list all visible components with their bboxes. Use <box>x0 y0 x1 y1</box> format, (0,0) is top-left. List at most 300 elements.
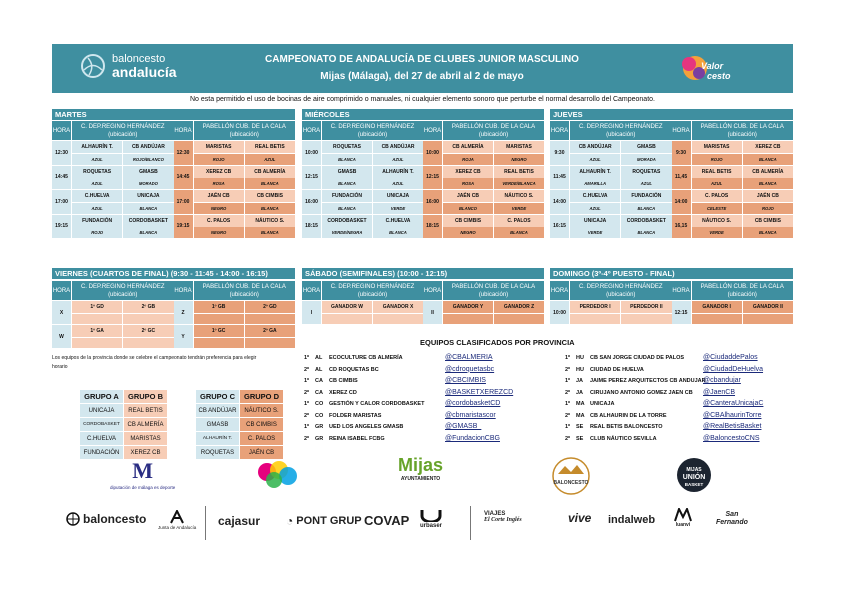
team-cell: ROQUETAS <box>322 141 372 153</box>
province-club: CB CIMBIS <box>329 378 358 384</box>
day-header: MIÉRCOLES <box>302 109 544 120</box>
venue1-header: C. DEP.REGINO HERNÁNDEZ (ubicación) <box>322 281 423 300</box>
province-pos: 1º <box>565 401 571 407</box>
province-prov: SE <box>576 435 584 442</box>
team-cell: REAL BETIS <box>692 166 742 178</box>
match-code: Y <box>174 325 193 348</box>
baloncesto-label: baloncesto <box>83 512 147 526</box>
kit-color: BLANCA <box>322 178 372 189</box>
province-prov: HU <box>576 355 584 361</box>
blank-cell <box>692 314 742 325</box>
logo-line1: baloncesto <box>112 52 166 65</box>
team-cell: MARISTAS <box>494 141 544 153</box>
province-club: CB ALHAURIN DE LA TORRE <box>590 412 667 419</box>
group-team: FUNDACIÓN <box>80 446 123 459</box>
hora-header: HORA <box>423 121 442 140</box>
twitter-link[interactable]: @cbmaristascor <box>445 411 496 419</box>
province-pos: 2º <box>565 435 571 442</box>
match-code: II <box>423 301 442 324</box>
match-time: 11,45 <box>672 166 691 190</box>
province-row <box>565 390 693 396</box>
round-header: VIERNES (CUARTOS DE FINAL) (9:30 - 11:45 - 14:00 - 16:15) <box>52 268 295 279</box>
province-row <box>304 424 403 430</box>
kit-color: NEGRO <box>194 227 244 238</box>
kit-color: AZUL <box>692 178 742 189</box>
twitter-link[interactable]: @BaloncestoCNS <box>703 434 760 442</box>
team-cell: CB ALMERÍA <box>743 166 793 178</box>
venue1-header: C. DEP.REGINO HERNÁNDEZ (ubicación) <box>570 281 672 300</box>
kit-color: BLANCA <box>621 227 671 238</box>
province-row <box>565 401 614 407</box>
province-club: CIUDAD DE HUELVA <box>590 366 644 373</box>
kit-color: BLANCA <box>245 227 295 238</box>
team-cell: JAÉN CB <box>194 190 244 202</box>
title-line1: CAMPEONATO DE ANDALUCÍA DE CLUBES JUNIOR MASCULINO <box>265 54 579 65</box>
match-time: 14:45 <box>174 166 193 190</box>
luanvi-icon <box>674 508 692 522</box>
san-fernando-logo <box>716 511 746 527</box>
group-team: ALHAURÍN T. <box>196 432 239 445</box>
kit-color: VERDE <box>494 203 544 214</box>
twitter-link[interactable]: @BASKETXEREZCD <box>445 388 514 396</box>
group-team: XEREZ CB <box>124 446 167 459</box>
twitter-link[interactable]: @CBALMERIA <box>445 354 493 361</box>
diputacion-label: diputación de málaga es deporte <box>110 485 176 490</box>
province-club: REAL BETIS BALONCESTO <box>590 424 663 430</box>
match-time: 12:30 <box>174 141 193 165</box>
team-cell: JAÉN CB <box>743 190 793 202</box>
pontgrup-label: PONT GRUP <box>296 515 362 527</box>
venue2-header: PABELLÓN CUB. DE LA CALA (ubicación) <box>443 121 544 140</box>
kit-color: MORADO <box>123 178 173 189</box>
twitter-link[interactable]: @CBCIMBIS <box>445 377 486 384</box>
kit-color: AZUL <box>245 154 295 165</box>
match-time: 18:15 <box>423 215 442 239</box>
twitter-link[interactable]: @CanteraUnicajaC <box>703 400 764 407</box>
hora-header: HORA <box>672 281 691 300</box>
svg-text:UNIÓN: UNIÓN <box>682 474 706 481</box>
kit-color: BLANCA <box>322 203 372 214</box>
kit-color: ROJO <box>72 227 122 238</box>
team-cell: C. PALOS <box>692 190 742 202</box>
team-cell: 2º GC <box>123 325 173 337</box>
round-header: SÁBADO (SEMIFINALES) (10:00 - 12:15) <box>302 268 544 279</box>
day-header: MARTES <box>52 109 295 120</box>
group-team: CB ANDÚJAR <box>196 404 239 417</box>
kit-color: BLANCA <box>743 178 793 189</box>
kit-color: BLANCA <box>245 203 295 214</box>
hora-header: HORA <box>174 121 193 140</box>
match-code: I <box>302 301 321 324</box>
team-cell: 2º GB <box>123 301 173 313</box>
team-cell: 2º GA <box>245 325 295 337</box>
province-row <box>304 436 385 442</box>
province-pos: 2º <box>304 366 310 373</box>
blank-cell <box>72 314 122 325</box>
match-time: 10:00 <box>302 141 321 165</box>
group-team: REAL BETIS <box>124 404 167 417</box>
province-club: UNICAJA <box>590 401 615 407</box>
match-time: 17:00 <box>174 190 193 214</box>
province-prov: HU <box>576 366 584 373</box>
match-time: 19:15 <box>174 215 193 239</box>
kit-color: AMARILLA <box>570 178 620 189</box>
team-cell: JAÉN CB <box>443 190 493 202</box>
team-cell: C.HUELVA <box>72 190 122 202</box>
province-row <box>565 424 663 430</box>
colorful-logo <box>252 458 302 490</box>
venue2-header: PABELLÓN CUB. DE LA CALA (ubicación) <box>194 281 296 300</box>
page-title <box>232 51 612 85</box>
blank-cell <box>443 314 493 325</box>
province-row <box>565 436 657 442</box>
kit-color: BLANCO <box>443 203 493 214</box>
kit-color: VERDE <box>692 227 742 238</box>
province-club: XEREZ CD <box>329 389 357 396</box>
svg-text:cesto: cesto <box>707 71 731 81</box>
blank-cell <box>123 314 173 325</box>
urbaser-logo <box>420 508 442 529</box>
twitter-link[interactable]: @JaenCB <box>703 388 736 396</box>
team-cell: GANADOR Z <box>494 301 544 313</box>
covap-label: COVAP <box>364 513 410 528</box>
page-header <box>52 44 793 93</box>
province-club: GESTIÓN Y CALOR CORDOBASKET <box>329 401 425 407</box>
match-time: 11:45 <box>550 166 569 190</box>
kit-color: ROJO <box>743 203 793 214</box>
venue1-header: C. DEP.REGINO HERNÁNDEZ (ubicación) <box>72 281 174 300</box>
twitter-link[interactable]: @GMASB_ <box>445 423 482 430</box>
team-cell: ALHAURÍN T. <box>72 141 122 153</box>
twitter-link[interactable]: @CiudadDeHuelva <box>703 365 764 373</box>
blank-cell <box>72 338 122 349</box>
team-cell: FUNDACIÓN <box>72 215 122 227</box>
match-code: 10:00 <box>550 301 569 324</box>
province-prov: SE <box>576 424 584 430</box>
kit-color: NEGRO <box>194 203 244 214</box>
province-club: CB SAN JORGE CIUDAD DE PALOS <box>590 355 685 361</box>
match-time: 14:00 <box>672 190 691 214</box>
blank-cell <box>194 338 244 349</box>
team-cell: GANADOR I <box>692 301 742 313</box>
province-club: FOLDER MARISTAS <box>329 412 382 419</box>
kit-color: ROJA <box>443 154 493 165</box>
pontgrup-logo: ◔ PONT GRUP <box>286 514 362 528</box>
group-header: GRUPO B <box>124 390 167 403</box>
province-pos: 1º <box>304 424 310 430</box>
match-time: 10:00 <box>423 141 442 165</box>
group-team: NÁUTICO S. <box>240 404 283 417</box>
province-prov: CO <box>315 412 324 419</box>
urbaser-icon <box>420 508 442 522</box>
team-cell: C.HUELVA <box>570 190 620 202</box>
indalweb-logo <box>608 514 655 526</box>
team-cell: FUNDACIÓN <box>621 190 671 202</box>
province-pos: 2º <box>304 389 310 396</box>
group-team: JAÉN CB <box>240 446 283 459</box>
kit-color: BLANCA <box>494 227 544 238</box>
match-code: X <box>52 301 71 324</box>
venue1-header: C. DEP.REGINO HERNÁNDEZ (ubicación) <box>72 121 174 140</box>
venue2-header: PABELLÓN CUB. DE LA CALA (ubicación) <box>194 121 296 140</box>
team-cell: GANADOR X <box>373 301 423 313</box>
team-cell: ROQUETAS <box>621 166 671 178</box>
kit-color: CELESTE <box>692 203 742 214</box>
province-row <box>304 355 403 361</box>
province-row <box>304 367 379 373</box>
team-cell: 2º GD <box>245 301 295 313</box>
group-team: C. PALOS <box>240 432 283 445</box>
province-club: JAIME PEREZ ARQUITECTOS CB ANDUJAR <box>590 378 706 384</box>
kit-color: BLANCA <box>743 154 793 165</box>
valor-cesto-logo <box>677 51 737 87</box>
province-prov: JA <box>576 389 584 396</box>
blank-cell <box>494 314 544 325</box>
kit-color: AZUL <box>570 203 620 214</box>
province-pos: 2º <box>304 435 310 442</box>
team-cell: ALHAURÍN T. <box>373 166 423 178</box>
urbaser-label: urbaser <box>420 523 443 529</box>
province-pos: 1º <box>304 401 310 407</box>
match-code: W <box>52 325 71 348</box>
venue2-header: PABELLÓN CUB. DE LA CALA (ubicación) <box>692 281 794 300</box>
team-cell: CB ANDÚJAR <box>373 141 423 153</box>
hora-header: HORA <box>550 121 569 140</box>
team-cell: 1º GA <box>72 325 122 337</box>
kit-color: BLANCA <box>123 227 173 238</box>
match-code: 12:15 <box>672 301 691 324</box>
match-time: 14:00 <box>550 190 569 214</box>
team-cell: GMASB <box>322 166 372 178</box>
province-prov: MA <box>576 401 585 407</box>
group-team: MARISTAS <box>124 432 167 445</box>
luanvi-logo <box>674 508 692 528</box>
team-cell: C. PALOS <box>494 215 544 227</box>
venue1-header: C. DEP.REGINO HERNÁNDEZ (ubicación) <box>322 121 423 140</box>
svg-text:MIJAS: MIJAS <box>686 467 702 473</box>
province-pos: 1º <box>565 424 571 430</box>
group-team: UNICAJA <box>80 404 123 417</box>
match-time: 12:15 <box>423 166 442 190</box>
group-team: GMASB <box>196 418 239 431</box>
team-cell: ROQUETAS <box>72 166 122 178</box>
team-cell: NÁUTICO S. <box>494 190 544 202</box>
kit-color: AZUL <box>72 178 122 189</box>
match-time: 19:15 <box>52 215 71 239</box>
group-header: GRUPO D <box>240 390 283 403</box>
venue1-header: C. DEP.REGINO HERNÁNDEZ (ubicación) <box>570 121 672 140</box>
team-cell: C. PALOS <box>194 215 244 227</box>
baloncesto-andalucia-logo <box>80 53 177 79</box>
blank-cell <box>570 314 620 325</box>
junta-icon <box>169 510 185 524</box>
group-team: ROQUETAS <box>196 446 239 459</box>
team-cell: 1º GC <box>194 325 244 337</box>
svg-text:BASKET: BASKET <box>684 482 704 487</box>
team-cell: ALHAURÍN T. <box>570 166 620 178</box>
province-prov: AL <box>315 355 323 361</box>
team-cell: NÁUTICO S. <box>692 215 742 227</box>
day-header: JUEVES <box>550 109 793 120</box>
match-time: 14:45 <box>52 166 71 190</box>
kit-color: ROSA <box>443 178 493 189</box>
baloncesto-espana-logo <box>66 512 146 526</box>
kit-color: ROJO/BLANCO <box>123 154 173 165</box>
twitter-link[interactable]: @cordobasketCD <box>445 400 501 407</box>
province-prov: MA <box>576 412 585 419</box>
province-club: UED LOS ANGELES GMASB <box>329 424 404 430</box>
kit-color: AZUL <box>373 178 423 189</box>
covap-logo <box>364 513 409 528</box>
team-cell: REAL BETIS <box>245 141 295 153</box>
blank-cell <box>621 314 671 325</box>
province-preference-note: Los equipos de la provincia donde se celebre el campeonato tendrán preferencia para elegir horario <box>52 355 257 370</box>
team-cell: XEREZ CB <box>443 166 493 178</box>
provinces-title: EQUIPOS CLASIFICADOS POR PROVINCIA <box>420 338 575 347</box>
twitter-link[interactable]: @cbandujar <box>703 377 741 384</box>
kit-color: BLANCA <box>373 227 423 238</box>
kit-color: AZUL <box>621 178 671 189</box>
match-code: Z <box>174 301 193 324</box>
province-prov: AL <box>315 366 323 373</box>
twitter-link[interactable]: @cdroquetasbc <box>445 365 495 373</box>
province-pos: 2º <box>304 412 310 419</box>
team-cell: 1º GB <box>194 301 244 313</box>
province-pos: 2º <box>565 412 571 419</box>
viajes-eci-logo <box>484 511 522 523</box>
junta-andalucia-logo <box>158 510 196 530</box>
luanvi-label: luanvi <box>675 522 691 528</box>
hora-header: HORA <box>423 281 442 300</box>
team-cell: GMASB <box>123 166 173 178</box>
province-row <box>304 390 357 396</box>
team-cell: GANADOR Y <box>443 301 493 313</box>
hora-header: HORA <box>550 281 569 300</box>
match-time: 9:30 <box>672 141 691 165</box>
province-row <box>565 378 706 384</box>
team-cell: CORDOBASKET <box>322 215 372 227</box>
team-cell: GANADOR II <box>743 301 793 313</box>
province-club: REINA ISABEL FCBG <box>329 435 385 442</box>
province-prov: GR <box>315 424 324 430</box>
kit-color: VERDE <box>373 203 423 214</box>
team-cell: UNICAJA <box>373 190 423 202</box>
sponsor-divider <box>205 506 206 540</box>
team-cell: REAL BETIS <box>494 166 544 178</box>
team-cell: CB CIMBIS <box>443 215 493 227</box>
blank-cell <box>743 314 793 325</box>
group-header: GRUPO A <box>80 390 123 403</box>
twitter-link[interactable]: @CBAlhaurinTorre <box>703 411 762 419</box>
province-row <box>565 413 667 419</box>
group-team: CB CIMBIS <box>240 418 283 431</box>
hora-header: HORA <box>302 121 321 140</box>
team-cell: FUNDACIÓN <box>322 190 372 202</box>
kit-color: BLANCA <box>245 178 295 189</box>
kit-color: BLANCA <box>322 154 372 165</box>
basketball-icon <box>66 512 80 526</box>
province-pos: 1º <box>565 378 571 384</box>
cajasur-logo <box>218 514 260 528</box>
kit-color: VERDE <box>570 227 620 238</box>
team-cell: C.HUELVA <box>373 215 423 227</box>
match-time: 18:15 <box>302 215 321 239</box>
kit-color: VERDE/NEGRA <box>322 227 372 238</box>
group-header: GRUPO C <box>196 390 239 403</box>
kit-color: ROJO <box>194 154 244 165</box>
kit-color: ROJO <box>692 154 742 165</box>
team-cell: CORDOBASKET <box>621 215 671 227</box>
province-pos: 2º <box>565 389 571 396</box>
province-row <box>565 355 684 361</box>
group-team: C.HUELVA <box>80 432 123 445</box>
province-pos: 1º <box>565 355 571 361</box>
notice-text: No esta permitido el uso de bocinas de aire comprimido o manuales, ni cualquier elemento sonoro que perturbe el normal desarrollo del Campeonato. <box>190 96 655 103</box>
province-prov: CA <box>315 389 323 396</box>
hora-header: HORA <box>174 281 193 300</box>
hora-header: HORA <box>52 121 71 140</box>
kit-color: AZUL <box>72 203 122 214</box>
club-baloncesto-mijas-logo <box>548 456 594 496</box>
blank-cell <box>322 314 372 325</box>
province-prov: CO <box>315 401 324 407</box>
kit-color: ROSA <box>194 178 244 189</box>
province-prov: GR <box>315 435 324 442</box>
mijas-logo <box>398 455 443 482</box>
match-time: 12:15 <box>302 166 321 190</box>
hora-header: HORA <box>52 281 71 300</box>
province-club: ECOCULTURE CB ALMERÍA <box>329 355 403 361</box>
twitter-link[interactable]: @CiudaddePalos <box>703 354 758 361</box>
province-pos: 2º <box>565 366 571 373</box>
logo-line2: andalucía <box>112 63 177 80</box>
team-cell: CB ANDÚJAR <box>570 141 620 153</box>
kit-color: VERDE/BLANCA <box>494 178 544 189</box>
team-cell: PERDEDOR I <box>570 301 620 313</box>
blank-cell <box>245 338 295 349</box>
province-row <box>304 413 381 419</box>
match-time: 12:30 <box>52 141 71 165</box>
team-cell: UNICAJA <box>570 215 620 227</box>
twitter-link[interactable]: @RealBetisBasket <box>703 423 762 430</box>
province-club: CD ROQUETAS BC <box>329 366 379 373</box>
blank-cell <box>245 314 295 325</box>
province-pos: 1º <box>304 355 310 361</box>
sponsor-divider <box>470 506 471 540</box>
title-line2: Mijas (Málaga), del 27 de abril al 2 de mayo <box>320 71 524 82</box>
mijas-union-basket-logo <box>675 456 713 494</box>
venue2-header: PABELLÓN CUB. DE LA CALA (ubicación) <box>443 281 544 300</box>
province-club: CLUB NÁUTICO SEVILLA <box>590 435 657 442</box>
vive-label: vive <box>568 511 592 525</box>
vive-logo <box>568 511 591 525</box>
kit-color: AZUL <box>373 154 423 165</box>
match-time: 16,15 <box>672 215 691 239</box>
team-cell: CB CIMBIS <box>743 215 793 227</box>
hora-header: HORA <box>672 121 691 140</box>
match-time: 9:30 <box>550 141 569 165</box>
san-fernando-label: San Fernando <box>716 511 748 526</box>
kit-color: BLANCA <box>743 227 793 238</box>
eci-label: El Corte Inglés <box>484 517 522 523</box>
blank-cell <box>194 314 244 325</box>
kit-color: NEGRO <box>443 227 493 238</box>
twitter-link[interactable]: @FundacionCBG <box>445 434 500 442</box>
cajasur-label: cajasur <box>218 514 261 528</box>
kit-color: BLANCA <box>123 203 173 214</box>
province-prov: JA <box>576 378 584 384</box>
team-cell: CB CIMBIS <box>245 190 295 202</box>
